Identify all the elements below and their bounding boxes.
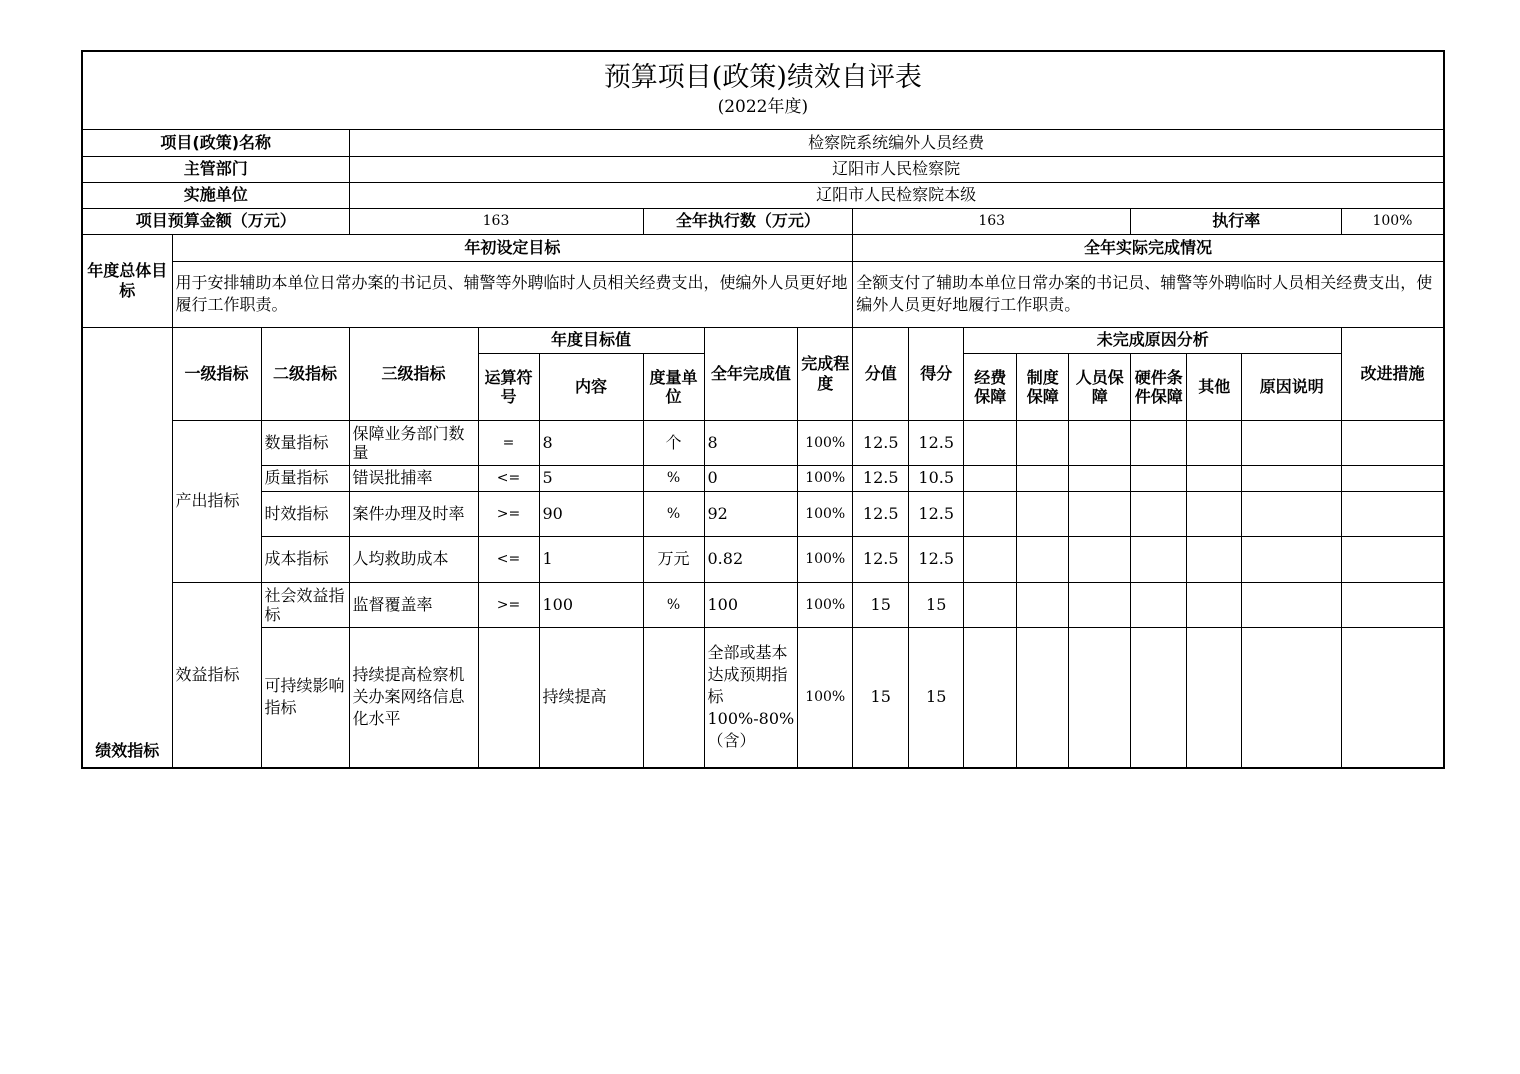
- row-completion: 100%: [798, 536, 853, 582]
- row-unit: %: [643, 582, 704, 627]
- row-unit: 个: [643, 420, 704, 465]
- project-name-label: 项目(政策)名称: [82, 129, 349, 156]
- budget-label: 项目预算金额（万元）: [82, 208, 349, 234]
- row-actual: 0.82: [704, 536, 798, 582]
- row-content: 90: [539, 491, 643, 536]
- table-row: [82, 582, 1444, 627]
- row-completion: 100%: [798, 627, 853, 768]
- row-actual: 全部或基本达成预期指标100%-80%（含）: [704, 627, 798, 768]
- row-content: 持续提高: [539, 627, 643, 768]
- header-operator: 运算符号: [478, 353, 539, 420]
- implementing-unit-value: 辽阳市人民检察院本级: [349, 182, 1444, 208]
- table-row: [82, 491, 1444, 536]
- table-row: [82, 536, 1444, 582]
- level1-benefit: 效益指标: [172, 582, 261, 768]
- row-score: 12.5: [909, 536, 964, 582]
- row-level2: 时效指标: [261, 491, 349, 536]
- row-completion: 100%: [798, 420, 853, 465]
- actual-completion-text: 全额支付了辅助本单位日常办案的书记员、辅警等外聘临时人员相关经费支出，使编外人员更好地履行工作职责。: [853, 261, 1444, 327]
- header-completion: 完成程度: [798, 327, 853, 420]
- row-level3: 案件办理及时率: [349, 491, 478, 536]
- header-level1: 一级指标: [172, 327, 261, 420]
- table-row: [82, 420, 1444, 465]
- row-operator: =: [478, 420, 539, 465]
- header-measure-unit: 度量单位: [643, 353, 704, 420]
- row-weight: 12.5: [853, 420, 909, 465]
- row-content: 5: [539, 465, 643, 491]
- header-target-group: 年度目标值: [478, 327, 704, 353]
- row-completion: 100%: [798, 582, 853, 627]
- row-weight: 15: [853, 627, 909, 768]
- header-reason-fund: 经费保障: [964, 353, 1017, 420]
- row-level2: 社会效益指标: [261, 582, 349, 627]
- department-value: 辽阳市人民检察院: [349, 156, 1444, 182]
- header-content: 内容: [539, 353, 643, 420]
- project-name-value: 检察院系统编外人员经费: [349, 129, 1444, 156]
- row-level2: 数量指标: [261, 420, 349, 465]
- row-score: 10.5: [909, 465, 964, 491]
- header-reason-other: 其他: [1187, 353, 1242, 420]
- level1-output: 产出指标: [172, 420, 261, 582]
- budget-value: 163: [349, 208, 643, 234]
- row-level3: 持续提高检察机关办案网络信息化水平: [349, 627, 478, 768]
- row-level2: 质量指标: [261, 465, 349, 491]
- performance-evaluation-table: [81, 50, 1445, 769]
- initial-goal-text: 用于安排辅助本单位日常办案的书记员、辅警等外聘临时人员相关经费支出，使编外人员更好地履行工作职责。: [172, 261, 853, 327]
- performance-indicators-label: 绩效指标: [82, 327, 172, 768]
- row-operator: >=: [478, 491, 539, 536]
- row-operator: >=: [478, 582, 539, 627]
- row-actual: 92: [704, 491, 798, 536]
- page-subtitle: (2022年度): [717, 97, 809, 118]
- row-level3: 错误批捕率: [349, 465, 478, 491]
- row-score: 12.5: [909, 491, 964, 536]
- header-score: 得分: [909, 327, 964, 420]
- row-unit: [643, 627, 704, 768]
- page-title: 预算项目(政策)绩效自评表: [603, 62, 922, 94]
- implementing-unit-label: 实施单位: [82, 182, 349, 208]
- execution-rate-label: 执行率: [1131, 208, 1342, 234]
- row-actual: 0: [704, 465, 798, 491]
- table-row: [82, 465, 1444, 491]
- annual-goal-label: 年度总体目标: [82, 234, 172, 327]
- execution-label: 全年执行数（万元）: [643, 208, 853, 234]
- header-improve: 改进措施: [1342, 327, 1444, 420]
- row-level2: 成本指标: [261, 536, 349, 582]
- table-row: [82, 627, 1444, 768]
- row-unit: 万元: [643, 536, 704, 582]
- execution-rate-value: 100%: [1342, 208, 1444, 234]
- row-unit: %: [643, 491, 704, 536]
- initial-goal-header: 年初设定目标: [172, 234, 853, 261]
- row-content: 1: [539, 536, 643, 582]
- row-level3: 保障业务部门数量: [349, 420, 478, 465]
- row-completion: 100%: [798, 465, 853, 491]
- row-operator: [478, 627, 539, 768]
- row-weight: 12.5: [853, 465, 909, 491]
- actual-completion-header: 全年实际完成情况: [853, 234, 1444, 261]
- title-cell: [82, 51, 1444, 129]
- row-level2: 可持续影响指标: [261, 627, 349, 768]
- row-content: 100: [539, 582, 643, 627]
- header-reason-staff: 人员保障: [1069, 353, 1131, 420]
- execution-value: 163: [853, 208, 1131, 234]
- row-operator: <=: [478, 465, 539, 491]
- row-weight: 12.5: [853, 536, 909, 582]
- header-reason-explain: 原因说明: [1242, 353, 1342, 420]
- row-level3: 监督覆盖率: [349, 582, 478, 627]
- row-completion: 100%: [798, 491, 853, 536]
- row-level3: 人均救助成本: [349, 536, 478, 582]
- header-reason-hardware: 硬件条件保障: [1131, 353, 1187, 420]
- row-operator: <=: [478, 536, 539, 582]
- row-weight: 12.5: [853, 491, 909, 536]
- header-level3: 三级指标: [349, 327, 478, 420]
- row-score: 12.5: [909, 420, 964, 465]
- row-weight: 15: [853, 582, 909, 627]
- header-reason-system: 制度保障: [1017, 353, 1069, 420]
- header-level2: 二级指标: [261, 327, 349, 420]
- row-actual: 8: [704, 420, 798, 465]
- header-actual: 全年完成值: [704, 327, 798, 420]
- row-content: 8: [539, 420, 643, 465]
- row-score: 15: [909, 582, 964, 627]
- header-reason-group: 未完成原因分析: [964, 327, 1342, 353]
- row-actual: 100: [704, 582, 798, 627]
- row-unit: %: [643, 465, 704, 491]
- department-label: 主管部门: [82, 156, 349, 182]
- header-score-value: 分值: [853, 327, 909, 420]
- row-score: 15: [909, 627, 964, 768]
